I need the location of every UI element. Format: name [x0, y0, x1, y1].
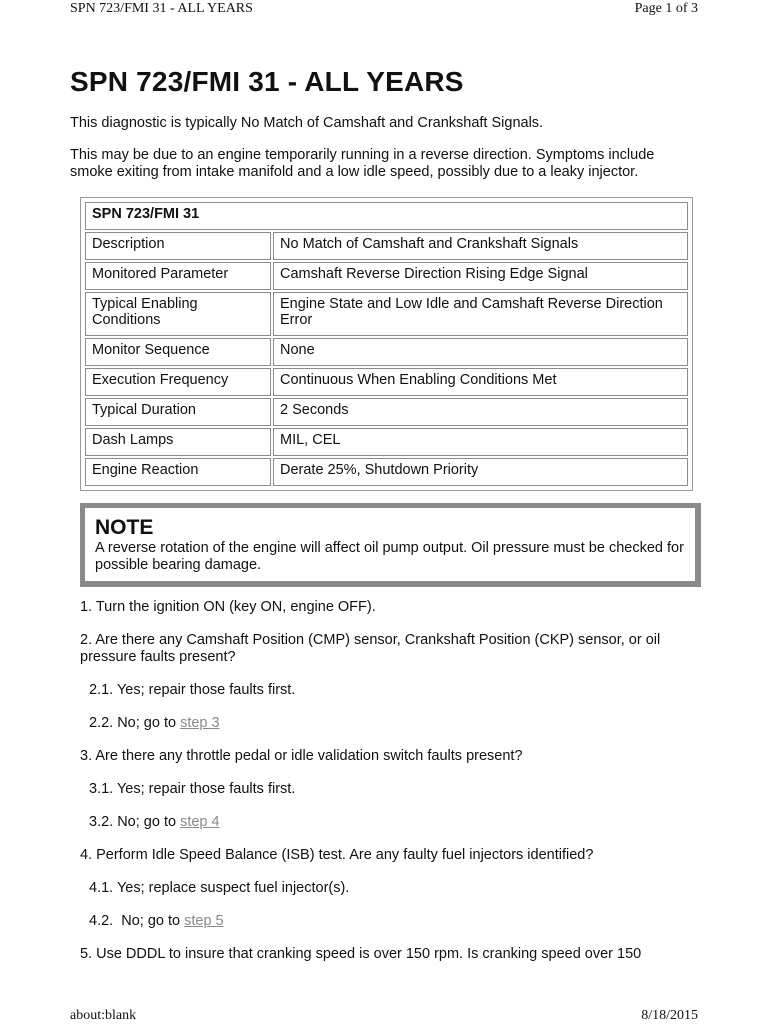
table-row-key: Typical Enabling Conditions — [85, 292, 271, 336]
step-2-1: 2.1. Yes; repair those faults first. — [89, 682, 296, 698]
table-row-value: None — [273, 338, 688, 366]
page-title: SPN 723/FMI 31 - ALL YEARS — [70, 66, 464, 97]
step-4-link[interactable]: step 4 — [180, 814, 220, 830]
note-title: NOTE — [95, 516, 154, 539]
table-row-value: MIL, CEL — [273, 428, 688, 456]
step-3-2-text: 3.2. No; go to — [89, 814, 181, 830]
note-body: A reverse rotation of the engine will affect oil pump output. Oil pressure must be checked for possible bearing damage. — [95, 540, 684, 573]
table-row — [85, 458, 688, 486]
step-2-2-text: 2.2. No; go to — [89, 715, 181, 731]
step-3-2 — [89, 814, 698, 831]
table-row-value: 2 Seconds — [273, 398, 688, 426]
table-row — [85, 292, 688, 336]
print-footer-url: about:blank — [70, 1008, 137, 1023]
print-header-page-number: Page 1 of 3 — [634, 1, 698, 16]
table-row-value: Camshaft Reverse Direction Rising Edge Signal — [273, 262, 688, 290]
intro-paragraph-1: This diagnostic is typically No Match of Camshaft and Crankshaft Signals. — [70, 115, 544, 131]
table-row-value: Engine State and Low Idle and Camshaft Reverse Direction Error — [273, 292, 688, 336]
step-2: 2. Are there any Camshaft Position (CMP) sensor, Crankshaft Position (CKP) sensor, or oil pressure faults present? — [80, 632, 661, 665]
table-row — [85, 262, 688, 290]
intro-paragraph-2: This may be due to an engine temporarily running in a reverse direction. Symptoms include smoke exiting from intake manifold and a low idle speed, possibly due to a leaky injector. — [70, 147, 655, 180]
table-row — [85, 232, 688, 260]
table-row-key: Description — [85, 232, 271, 260]
table-row-key: Monitored Parameter — [85, 262, 271, 290]
step-5: 5. Use DDDL to insure that cranking speed is over 150 rpm. Is cranking speed over 150 — [80, 946, 642, 962]
table-row-key: Typical Duration — [85, 398, 271, 426]
step-4-1: 4.1. Yes; replace suspect fuel injector(s). — [89, 880, 350, 896]
table-row-key: Dash Lamps — [85, 428, 271, 456]
table-row-value: Derate 25%, Shutdown Priority — [273, 458, 688, 486]
table-header-row — [85, 202, 688, 230]
step-3: 3. Are there any throttle pedal or idle validation switch faults present? — [80, 748, 523, 764]
table-row — [85, 398, 688, 426]
step-1: 1. Turn the ignition ON (key ON, engine OFF). — [80, 599, 376, 615]
procedure-steps — [80, 599, 698, 963]
table-row — [85, 338, 688, 366]
step-4-2-text: 4.2. No; go to — [89, 913, 185, 929]
print-header-title: SPN 723/FMI 31 - ALL YEARS — [70, 1, 253, 16]
diagnostic-table — [80, 197, 693, 491]
table-row-key: Engine Reaction — [85, 458, 271, 486]
table-header-cell: SPN 723/FMI 31 — [85, 202, 688, 230]
table-row-key: Execution Frequency — [85, 368, 271, 396]
table-row-key: Monitor Sequence — [85, 338, 271, 366]
table-row — [85, 368, 688, 396]
note-box — [80, 503, 701, 587]
document-content — [70, 64, 698, 979]
step-3-1: 3.1. Yes; repair those faults first. — [89, 781, 296, 797]
step-2-2 — [89, 715, 698, 732]
table-row-value: No Match of Camshaft and Crankshaft Signals — [273, 232, 688, 260]
step-5-link[interactable]: step 5 — [184, 913, 224, 929]
table-row — [85, 428, 688, 456]
step-3-link[interactable]: step 3 — [180, 715, 220, 731]
step-4: 4. Perform Idle Speed Balance (ISB) test. Are any faulty fuel injectors identified? — [80, 847, 594, 863]
print-footer-date: 8/18/2015 — [641, 1008, 698, 1023]
table-row-value: Continuous When Enabling Conditions Met — [273, 368, 688, 396]
step-4-2 — [89, 913, 698, 930]
